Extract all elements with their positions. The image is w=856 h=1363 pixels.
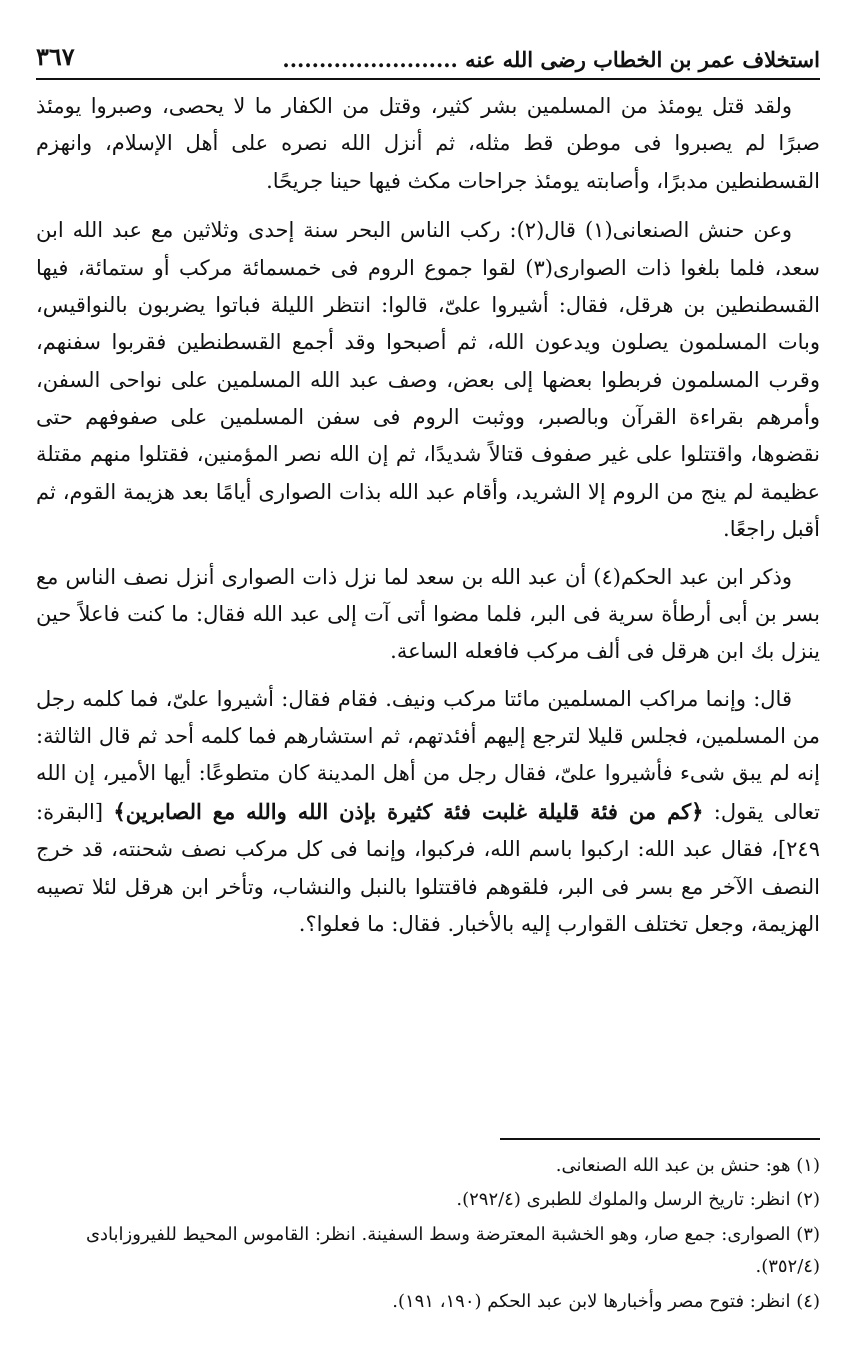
paragraph-3: وذكر ابن عبد الحكم(٤) أن عبد الله بن سعد لما نزل ذات الصوارى أنزل نصف الناس مع بسر بن أبى أرطأة سرية فى البر، فلما مضوا أتى آت إلى عبد الله فقال: ما كنت فاعلاً حين ينزل بك ابن هرقل فى ألف مركب فافعله الساعة. (36, 564, 820, 664)
quran-verse: ﴿كم من فئة قليلة غلبت فئة كثيرة بإذن الله والله مع الصابرين﴾ (113, 798, 704, 824)
header-title: استخلاف عمر بن الخطاب رضى الله عنه ........................ (282, 46, 820, 72)
footnote-3: (٣) الصوارى: جمع صار، وهو الخشبة المعترضة وسط السفينة. انظر: القاموس المحيط للفيروزابادى (٣٥٢/٤). (85, 1223, 820, 1278)
paragraph-4 (36, 681, 820, 944)
footnote-4: (٤) انظر: فتوح مصر وأخبارها لابن عبد الحكم (١٩٠، ١٩١). (392, 1290, 820, 1312)
running-header (36, 30, 820, 80)
footnotes (36, 1150, 820, 1320)
page-number: ٣٦٧ (36, 42, 75, 72)
footnote-1: (١) هو: حنش بن عبد الله الصنعانى. (555, 1155, 820, 1176)
footnote-2: (٢) انظر: تاريخ الرسل والملوك للطبرى (٢٩٢/٤). (456, 1189, 820, 1211)
paragraph-4-text-before: قال: وإنما مراكب المسلمين مائتا مركب ونيف. فقام فقال: أشيروا علىّ، فما كلمه رجل من المسلمين، فجلس قليلا لترجع إليهم أفئدتهم، ثم استشارهم فما كلمه أحد ثم قال الثالثة: إنه لم يبق شىء فأشيروا علىّ، فقال رجل من أهل المدينة كان متطوعًا: أيها الأمير، إن الله تعالى يقول: (36, 686, 820, 824)
paragraph-4-text-after: [البقرة: ٢٤٩]، فقال عبد الله: اركبوا باسم الله، فركبوا، وإنما فى كل مركب نصف شحنته، قد خرج النصف الآخر مع بسر فى البر، فلقوهم فاقتتلوا بالنبل والنشاب، وتأخر ابن هرقل لئلا تصيبه الهزيمة، وجعل تختلف القوارب إليه بالأخبار. فقال: ما فعلوا؟. (36, 799, 820, 936)
main-text (36, 88, 820, 953)
paragraph-1: ولقد قتل يومئذ من المسلمين بشر كثير، وقتل من الكفار ما لا يحصى، وصبروا يومئذ صبرًا لم يصبروا فى موطن قط مثله، ثم أنزل الله نصره على أهل الإسلام، وانهزم القسطنطين مدبرًا، وأصابته يومئذ جراحات مكث فيها حينا جريحًا. (36, 94, 820, 193)
footnote-divider (500, 1138, 820, 1140)
paragraph-2: وعن حنش الصنعانى(١) قال(٢): ركب الناس البحر سنة إحدى وثلاثين مع عبد الله ابن سعد، فلما بلغوا ذات الصوارى(٣) لقوا جموع الروم فى خمسمائة مركب أو ستمائة، فيها القسطنطين بن هرقل، فقال: أشيروا علىّ، قالوا: انتظر الليلة فباتوا يضربون بالنواقيس، وبات المسلمون يصلون ويدعون الله، ثم أصبحوا وقد أجمع القسطنطين فقربوا سفنهم، وقرب المسلمون فربطوا بعضها إلى بعض، وصف عبد الله المسلمين على نواحى السفن، وأمرهم بقراءة القرآن وبالصبر، ووثبت الروم فى سفن المسلمين على صفوفهم حتى نقضوها، واقتتلوا على غير صفوف قتالاً شديدًا، ثم إن الله نصر المؤمنين، فقتلوا منهم مقتلة عظيمة لم ينج من الروم إلا الشريد، وأقام عبد الله بذات الصوارى أيامًا بعد هزيمة القوم، ثم أقبل راجعًا. (36, 218, 820, 542)
